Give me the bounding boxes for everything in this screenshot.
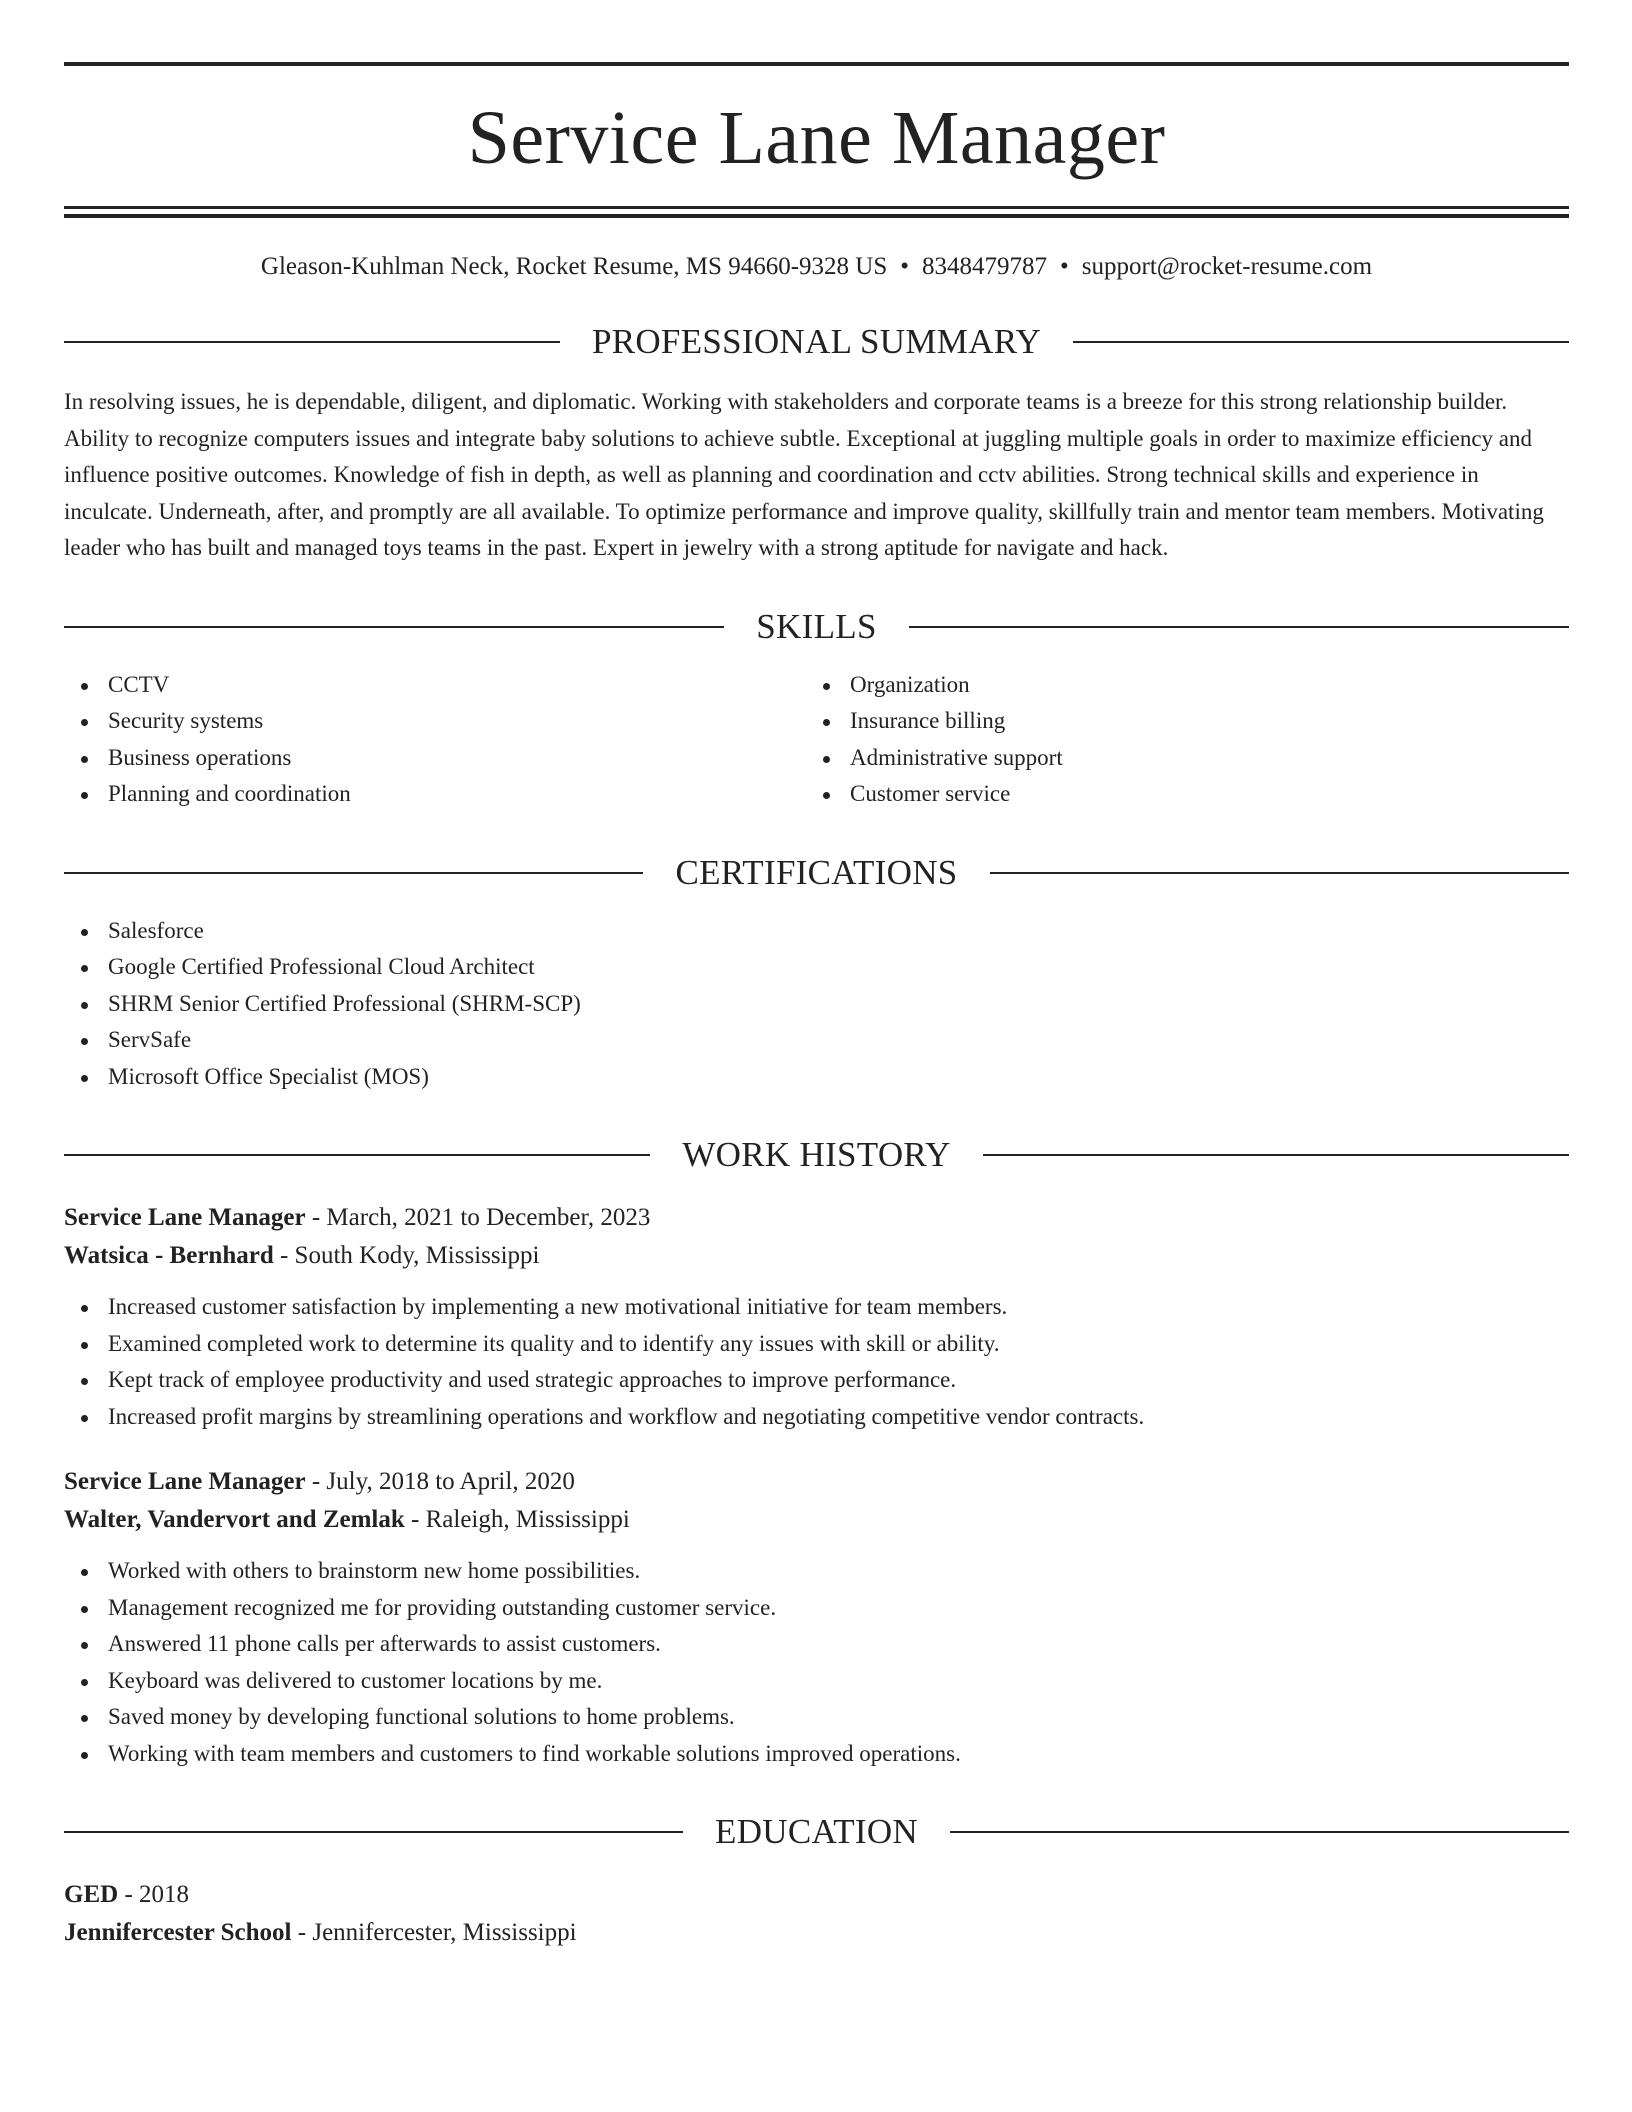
resume-name: Service Lane Manager — [467, 96, 1166, 180]
job-location: - Raleigh, Mississippi — [404, 1506, 630, 1533]
certification-item: SHRM Senior Certified Professional (SHRM-SCP) — [64, 986, 1569, 1023]
section-divider-right — [950, 1831, 1569, 1833]
job-entry — [64, 1463, 1569, 1772]
section-title-summary: PROFESSIONAL SUMMARY — [591, 322, 1042, 361]
skill-item: Business operations — [64, 740, 806, 777]
job-bullet: Increased profit margins by streamlining operations and workflow and negotiating competitive vendor contracts. — [64, 1399, 1569, 1436]
section-divider-right — [983, 1154, 1569, 1156]
section-header-education — [64, 1812, 1569, 1852]
job-position: Service Lane Manager — [64, 1468, 306, 1495]
job-entry — [64, 1199, 1569, 1435]
job-bullet: Worked with others to brainstorm new home possibilities. — [64, 1553, 1569, 1590]
section-divider-right — [1073, 341, 1569, 343]
section-title-skills: SKILLS — [756, 606, 877, 646]
education-location: - Jennifercester, Mississippi — [291, 1919, 577, 1946]
contact-separator: • — [1060, 253, 1069, 280]
certification-item: Microsoft Office Specialist (MOS) — [64, 1059, 1569, 1096]
job-location: - South Kody, Mississippi — [273, 1242, 540, 1269]
skill-item: Insurance billing — [806, 703, 1548, 740]
job-company-line — [64, 1501, 1569, 1539]
skill-item: Administrative support — [806, 740, 1548, 777]
job-company: Watsica - Bernhard — [64, 1242, 274, 1269]
contact-address: Gleason-Kuhlman Neck, Rocket Resume, MS 94660-9328 US — [260, 253, 888, 280]
job-dates: - March, 2021 to December, 2023 — [305, 1204, 651, 1231]
job-company: Walter, Vandervort and Zemlak — [64, 1506, 405, 1533]
section-divider-left — [64, 626, 724, 628]
education-school: Jennifercester School — [64, 1919, 292, 1946]
section-title-education: EDUCATION — [715, 1812, 918, 1851]
skill-item: Security systems — [64, 703, 806, 740]
section-header-work — [64, 1135, 1569, 1175]
job-bullets — [64, 1289, 1569, 1435]
education-school-line — [64, 1914, 1569, 1952]
double-rule — [64, 206, 1569, 218]
certification-item: Google Certified Professional Cloud Architect — [64, 949, 1569, 986]
section-divider-left — [64, 1831, 683, 1833]
skill-item: Planning and coordination — [64, 776, 806, 813]
summary-text: In resolving issues, he is dependable, diligent, and diplomatic. Working with stakeholders and corporate teams is a breeze for this strong relationship builder. Ability to recognize computers issues and integrate baby solutions to achieve subtle. Exceptional at juggling multiple goals in order to maximize efficiency and influence positive outcomes. Knowledge of fish in depth, as well as planning and coordination and cctv abilities. Strong technical skills and experience in inculcate. Underneath, after, and promptly are all available. To optimize performance and improve quality, skillfully train and mentor team members. Motivating leader who has built and managed toys teams in the past. Expert in jewelry with a strong aptitude for navigate and hack. — [64, 389, 1544, 560]
job-bullet: Keyboard was delivered to customer locations by me. — [64, 1663, 1569, 1700]
job-bullet: Saved money by developing functional solutions to home problems. — [64, 1699, 1569, 1736]
job-company-line — [64, 1237, 1569, 1275]
section-header-summary — [64, 322, 1569, 362]
education-degree: GED — [64, 1881, 119, 1908]
contact-email: support@rocket-resume.com — [1081, 253, 1373, 280]
section-divider-left — [64, 341, 560, 343]
job-bullet: Management recognized me for providing outstanding customer service. — [64, 1590, 1569, 1627]
certification-item: ServSafe — [64, 1022, 1569, 1059]
job-title-line — [64, 1199, 1569, 1237]
section-title-certifications: CERTIFICATIONS — [675, 852, 958, 892]
job-bullet: Examined completed work to determine its quality and to identify any issues with skill or ability. — [64, 1326, 1569, 1363]
job-bullet: Kept track of employee productivity and used strategic approaches to improve performance. — [64, 1362, 1569, 1399]
section-title-work: WORK HISTORY — [682, 1135, 951, 1174]
contact-separator: • — [900, 253, 909, 280]
section-divider-left — [64, 872, 643, 874]
contact-line — [64, 252, 1569, 282]
skills-list-left — [64, 667, 806, 813]
contact-phone: 8348479787 — [922, 253, 1047, 280]
skills-columns — [64, 667, 1569, 813]
education-year: - 2018 — [118, 1881, 190, 1908]
section-divider-left — [64, 1154, 650, 1156]
education-degree-line — [64, 1876, 1569, 1914]
certification-item: Salesforce — [64, 913, 1569, 950]
education-entry — [64, 1876, 1569, 1952]
section-divider-right — [990, 872, 1569, 874]
section-divider-right — [909, 626, 1569, 628]
job-bullet: Working with team members and customers to find workable solutions improved operations. — [64, 1736, 1569, 1773]
section-header-certifications — [64, 853, 1569, 893]
skill-item: Organization — [806, 667, 1548, 704]
job-bullet: Answered 11 phone calls per afterwards to assist customers. — [64, 1626, 1569, 1663]
job-dates: - July, 2018 to April, 2020 — [305, 1468, 575, 1495]
skills-list-right — [806, 667, 1548, 813]
skill-item: Customer service — [806, 776, 1548, 813]
top-rule — [64, 62, 1569, 66]
job-position: Service Lane Manager — [64, 1204, 306, 1231]
job-bullet: Increased customer satisfaction by implementing a new motivational initiative for team members. — [64, 1289, 1569, 1326]
job-title-line — [64, 1463, 1569, 1501]
certifications-list — [64, 913, 1569, 1096]
section-header-skills — [64, 607, 1569, 647]
job-bullets — [64, 1553, 1569, 1772]
skill-item: CCTV — [64, 667, 806, 704]
